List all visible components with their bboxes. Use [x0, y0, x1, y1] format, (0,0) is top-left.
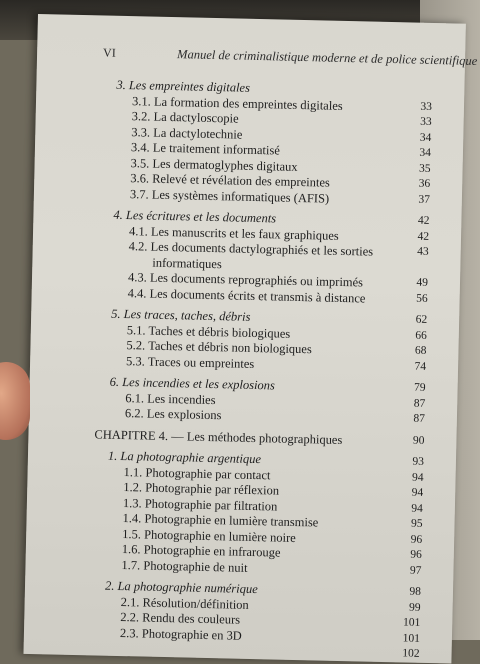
toc-entry-page: 96: [410, 533, 423, 546]
toc-entry-label: 5.1. Taches et débris biologiques: [126, 322, 291, 341]
toc-entry-label: 4.3. Les documents reprographiés ou imprimés: [127, 270, 364, 290]
toc-entry-label: 3. Les empreintes digitales: [116, 77, 251, 95]
toc-entry-page: 87: [413, 397, 426, 410]
toc-entry-page: 37: [418, 193, 431, 206]
toc-entry-page: 62: [415, 313, 428, 326]
toc-entry-page: 56: [416, 292, 428, 305]
toc-entry-page: 79: [413, 381, 426, 394]
toc-entry-label: 6.2. Les explosions: [124, 406, 222, 423]
toc-entry-label: 4.2. Les documents dactylographiés et les sorties: [128, 239, 374, 259]
toc-entry-label: 5.2. Taches et débris non biologiques: [126, 338, 312, 357]
toc-entry-page: 90: [412, 434, 425, 447]
toc-entry-label: 3.5. Les dermatoglyphes digitaux: [130, 155, 298, 174]
toc-entry-label: 1.5. Photographie en lumière noire: [122, 526, 296, 545]
book-page: [23, 14, 478, 664]
toc-entry-page: 66: [415, 329, 427, 342]
toc-entry-page: 43: [417, 245, 429, 258]
toc-entry-page: 99: [409, 601, 421, 614]
toc-entry-page: 97: [409, 564, 422, 577]
toc-entry-page: 42: [417, 214, 430, 227]
toc-entry-page: 49: [416, 276, 429, 289]
toc-entry-label: 3.1. La formation des empreintes digitales: [131, 93, 343, 113]
toc-entry-label: 1.1. Photographie par contact: [123, 464, 271, 482]
toc-entry-label: 6.1. Les incendies: [125, 390, 216, 407]
toc-entry-page: 74: [414, 360, 427, 373]
toc-entry-page: 36: [418, 177, 431, 190]
toc-entry-label: 2.3. Photographie en 3D: [119, 625, 242, 643]
toc-entry-label: 3.6. Relevé et révélation des empreintes: [130, 171, 331, 190]
table-of-contents: [23, 76, 464, 664]
toc-entry-label: 2.2. Rendu des couleurs: [120, 610, 241, 627]
toc-entry-page: 102: [402, 647, 420, 660]
page-header: [37, 44, 478, 74]
toc-entry-page: 87: [413, 412, 426, 425]
toc-entry-label: 3.4. Le traitement informatisé: [130, 140, 281, 158]
toc-entry-label: 1.3. Photographie par filtration: [122, 495, 278, 514]
toc-entry-label: 4. Les écritures et les documents: [113, 207, 277, 226]
toc-entry-page: 101: [402, 616, 421, 629]
toc-entry-page: 33: [420, 100, 433, 113]
toc-entry-label: CHAPITRE 4. — Les méthodes photographiques: [94, 426, 343, 447]
toc-entry-page: 93: [412, 455, 425, 468]
finger-holding-book: [0, 362, 30, 440]
toc-entry-page: 34: [419, 146, 432, 159]
toc-entry-label: 4.4. Les documents écrits et transmis à distance: [127, 285, 366, 305]
toc-entry-label: 1.6. Photographie en infrarouge: [121, 542, 281, 560]
toc-entry-page: 101: [402, 631, 421, 645]
toc-entry-page: 98: [409, 585, 422, 598]
toc-entry-page: 94: [411, 502, 424, 515]
toc-entry-page: 95: [410, 517, 423, 530]
page-number: VI: [102, 45, 116, 60]
toc-entry-label: 1. La photographie argentique: [107, 448, 262, 467]
toc-entry-label: 5.3. Traces ou empreintes: [126, 353, 255, 371]
toc-entry-page: 42: [417, 230, 430, 243]
toc-entry-page: 94: [411, 486, 424, 499]
toc-entry-label: 2.1. Résolution/définition: [120, 594, 249, 612]
toc-entry-page: 96: [410, 548, 422, 561]
toc-entry-page: 35: [418, 162, 431, 175]
toc-entry-label: 2. La photographie numérique: [104, 578, 258, 597]
toc-entry-page: 34: [419, 131, 432, 144]
toc-entry-label: 4.1. Les manuscrits et les faux graphiques: [128, 223, 339, 243]
toc-entry-label: 1.4. Photographie en lumière transmise: [122, 511, 319, 530]
toc-entry-label: 3.3. La dactylotechnie: [131, 124, 243, 142]
toc-entry-page: 68: [414, 344, 427, 357]
toc-entry-label: 3.2. La dactyloscopie: [131, 109, 239, 126]
toc-entry-label: 5. Les traces, taches, débris: [111, 306, 251, 324]
toc-entry-page: 33: [420, 115, 432, 128]
toc-entry-label: 1.2. Photographie par réflexion: [123, 480, 280, 498]
toc-entry-label: 6. Les incendies et les explosions: [109, 374, 276, 393]
toc-entry-label: informatiques: [152, 255, 222, 271]
running-title: Manuel de criminalistique moderne et de police scientifique: [176, 47, 478, 68]
toc-entry-label: 3.7. Les systèmes informatiques (AFIS): [129, 186, 330, 206]
toc-entry-label: 1.7. Photographie de nuit: [121, 557, 248, 575]
toc-entry-page: 94: [411, 471, 424, 484]
